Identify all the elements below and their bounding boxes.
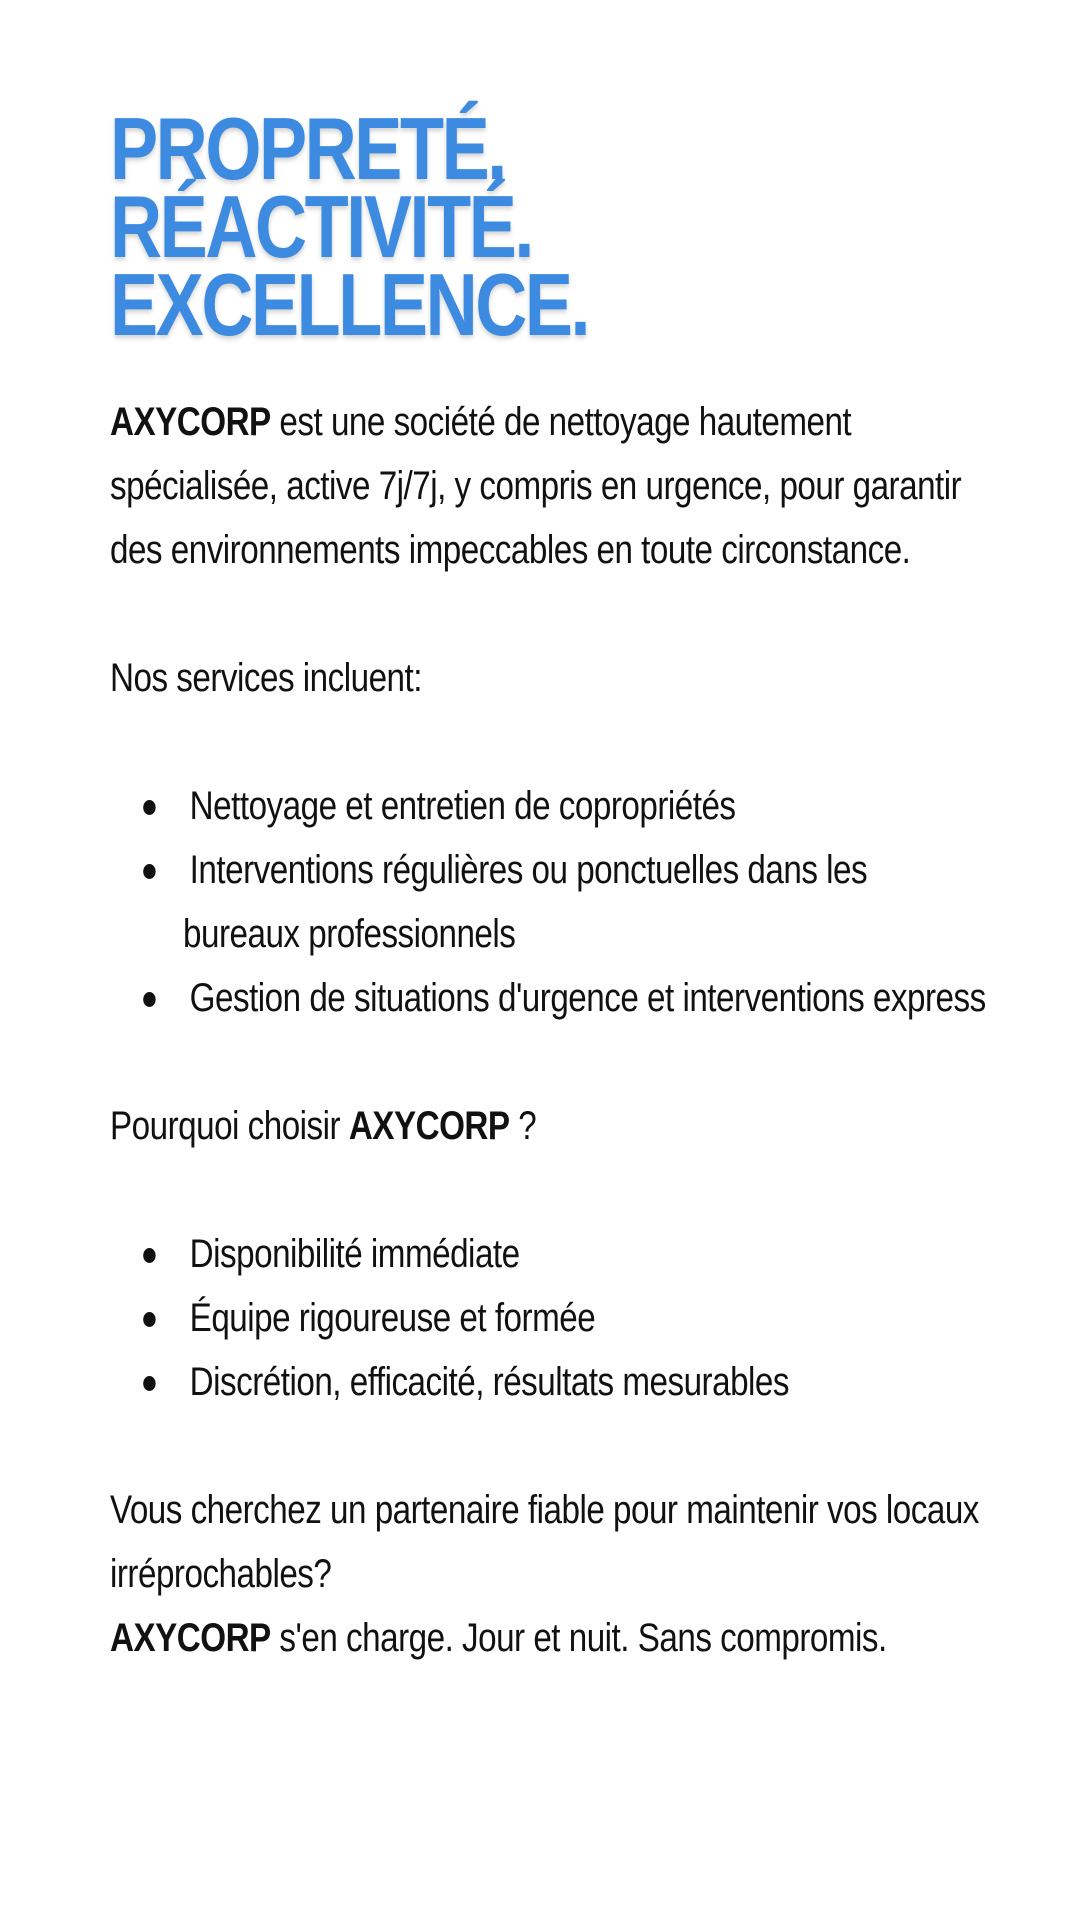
closing-tagline xyxy=(110,1606,990,1670)
brand-name: AXYCORP xyxy=(348,1104,510,1148)
bullet-icon xyxy=(143,1376,155,1391)
spacer xyxy=(110,582,990,646)
list-item xyxy=(110,1350,990,1414)
headline-line-2: RÉACTIVITÉ. xyxy=(110,177,532,276)
list-item xyxy=(110,1286,990,1350)
service-item-label: Interventions régulières ou ponctuelles dans les bureaux professionnels xyxy=(183,848,868,956)
closing-question: Vous cherchez un partenaire fiable pour maintenir vos locaux irréprochables? xyxy=(110,1488,979,1596)
spacer xyxy=(110,710,990,774)
bullet-icon xyxy=(143,1248,155,1263)
list-item xyxy=(110,1222,990,1286)
why-list xyxy=(110,1222,990,1414)
bullet-icon xyxy=(143,800,155,815)
tagline-text: s'en charge. Jour et nuit. Sans compromis. xyxy=(279,1616,887,1660)
spacer xyxy=(110,1158,990,1222)
headline-line-3: EXCELLENCE. xyxy=(110,255,589,354)
why-heading xyxy=(110,1094,990,1158)
brand-name: AXYCORP xyxy=(110,400,271,444)
list-item xyxy=(110,838,990,966)
why-suffix: ? xyxy=(518,1104,537,1148)
services-list xyxy=(110,774,990,1030)
intro-text: est une société de nettoyage hautement spécialisée, active 7j/7j, y compris en urgence, pour garantir des environnements impeccables en toute circonstance. xyxy=(110,400,962,572)
bullet-icon xyxy=(143,992,155,1007)
intro-paragraph xyxy=(110,390,990,582)
list-item xyxy=(110,774,990,838)
why-item-label: Discrétion, efficacité, résultats mesurables xyxy=(189,1360,789,1404)
headline-line-1: PROPRETÉ. xyxy=(110,99,505,198)
list-item xyxy=(110,966,990,1030)
document-page xyxy=(110,99,990,1660)
services-heading: Nos services incluent: xyxy=(110,656,422,700)
why-prefix: Pourquoi choisir xyxy=(110,1104,341,1148)
why-item-label: Équipe rigoureuse et formée xyxy=(189,1296,596,1340)
body-text xyxy=(110,390,990,1670)
why-item-label: Disponibilité immédiate xyxy=(189,1232,520,1276)
bullet-icon xyxy=(143,1312,155,1327)
service-item-label: Gestion de situations d'urgence et interventions express xyxy=(189,976,986,1020)
brand-name: AXYCORP xyxy=(110,1616,271,1660)
spacer xyxy=(110,1030,990,1094)
headline xyxy=(110,99,832,354)
bullet-icon xyxy=(143,864,155,879)
spacer xyxy=(110,1414,990,1478)
service-item-label: Nettoyage et entretien de copropriétés xyxy=(189,784,736,828)
